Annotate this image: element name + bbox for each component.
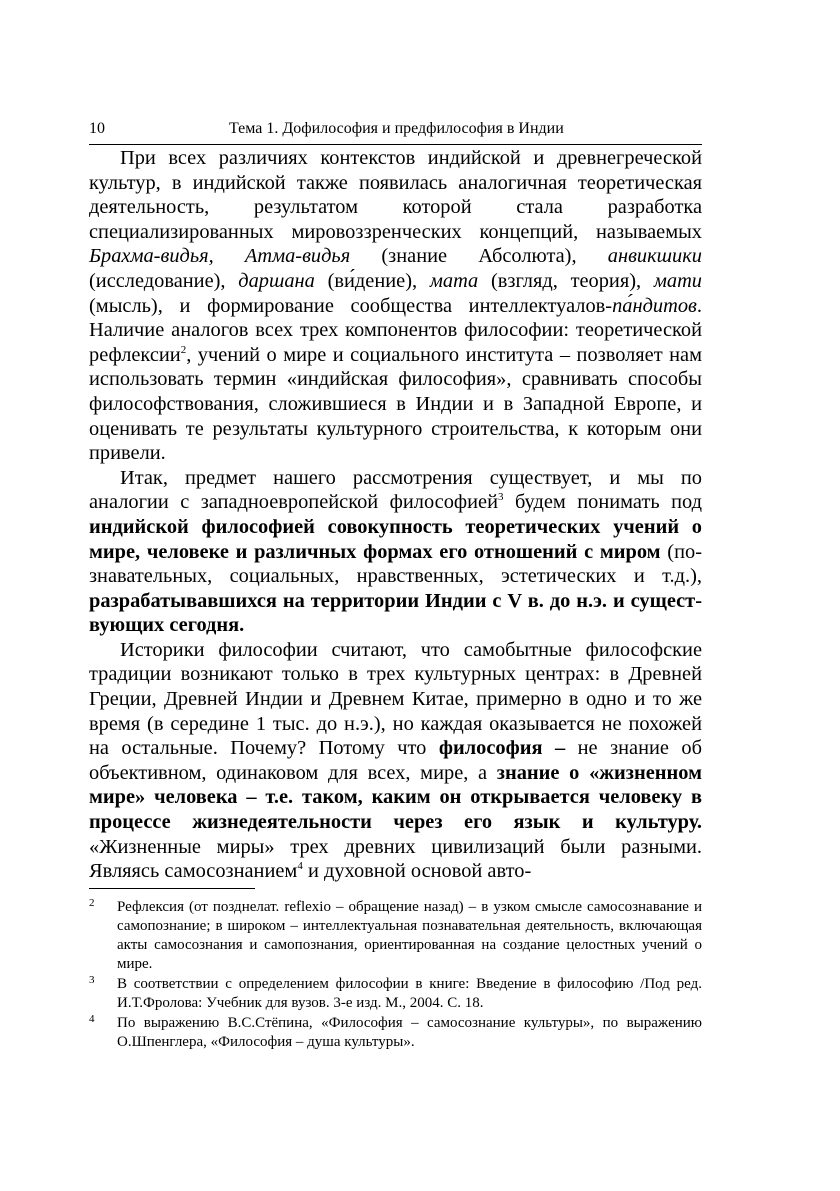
text-run: «Жизненные миры» трех древних цивилизаций были разными. Являясь самосознанием bbox=[89, 835, 702, 883]
text-run: (познавательных, социальных, нравственных, эстетических и т.д.), bbox=[89, 540, 702, 588]
paragraph bbox=[89, 466, 702, 638]
footnote bbox=[89, 898, 702, 974]
text-run: . Наличие аналогов всех трех компонентов философии: теоретической рефлексии bbox=[89, 294, 702, 366]
italic-term: даршана bbox=[238, 269, 315, 292]
text-run: (исследование), bbox=[89, 269, 239, 292]
page-number: 10 bbox=[89, 120, 105, 137]
text-run: (ви́дение), bbox=[314, 269, 430, 292]
text-run: Историки философии считают, что самобытные философские традиции возникают только в трех культурных центрах: в Древней Греции, Древней Индии и Древнем Китае, примерно в одно и то же время (в середине 1 тыс. до н.э.), но каждая оказывается не похожей на остальные. Почему? Потому что bbox=[89, 638, 702, 760]
main-text bbox=[89, 146, 702, 884]
paragraph bbox=[89, 638, 702, 884]
bold-emphasis: знание о «жизненном мире» человека – т.е. таком, каким он открывается человеку в процессе жизнедеятельности через его язык и культуру. bbox=[89, 761, 702, 834]
italic-term: мата bbox=[429, 269, 479, 292]
footnote bbox=[89, 1014, 702, 1052]
footnote-marker: 3 bbox=[498, 491, 504, 504]
italic-term: мати bbox=[653, 269, 702, 292]
footnote-number: 3 bbox=[89, 974, 95, 986]
footnote-text: По выражению В.С.Стёпина, «Философия – самосознание культуры», по выражению О.Шпенглера, «Философия – душа культуры». bbox=[117, 1015, 702, 1050]
footnote-number: 4 bbox=[89, 1013, 95, 1025]
footnote-text: Рефлексия (от позднелат. reflexio – обращение назад) – в узком смысле самосознавание и самопознание; в широком – интеллектуальная познавательная деятельность, включающая акты самосознания и самопознания, ориентированная на создание целостных учений о мире. bbox=[117, 899, 702, 972]
text-run: При всех различиях контекстов индийской и древнегреческой культур, в индийской также появилась аналогичная теоретическая деятельность, результатом которой стала разработка специализированных мировоззренческих концепций, называемых bbox=[89, 147, 702, 243]
bold-emphasis: философия – bbox=[438, 737, 566, 760]
footnote-marker: 4 bbox=[297, 860, 303, 873]
footnotes bbox=[89, 898, 702, 1053]
text-run: , учений о мире и социального института – позволяет нам использовать термин «индийская философия», сравнивать способы философствования, сложившиеся в Индии и в Западной Европе, и оценивать те результаты культурного строительства, к которым они привели. bbox=[89, 343, 702, 465]
bold-emphasis: индийской философией совокупность теоретических учений о мире, человеке и различных формах его отношений с миром bbox=[89, 515, 702, 563]
bold-emphasis: разрабатывавшихся на территории Индии с V в. до н.э. и существующих сегодня. bbox=[89, 589, 702, 637]
text-run: Итак, предмет нашего рассмотрения существует, и мы по аналогии с западноевропейской философией bbox=[89, 466, 702, 514]
text-run: (взгляд, теория), bbox=[478, 269, 654, 292]
footnote-number: 2 bbox=[89, 897, 95, 909]
footnote bbox=[89, 975, 702, 1013]
text-run: и духовной основой авто- bbox=[302, 860, 532, 883]
italic-term: анвикшики bbox=[607, 245, 702, 268]
footnote-text: В соответствии с определением философии в книге: Введение в философию /Под ред. И.Т.Фролова: Учебник для вузов. 3-е изд. М., 2004. С. 18. bbox=[117, 976, 702, 1011]
italic-term: па́ндитов bbox=[612, 294, 697, 317]
footnote-separator bbox=[89, 888, 255, 889]
text-run: (мысль), и формирование сообщества интеллектуалов- bbox=[89, 294, 613, 317]
running-title: Тема 1. Дофилософия и предфилософия в Индии bbox=[229, 120, 564, 137]
italic-term: Брахма-видья, Атма-видья bbox=[89, 245, 351, 268]
footnote-marker: 2 bbox=[180, 343, 187, 356]
paragraph bbox=[89, 146, 702, 466]
running-header bbox=[89, 120, 702, 145]
text-run: (знание Абсолюта), bbox=[350, 245, 608, 268]
text-run: будем понимать под bbox=[503, 491, 703, 514]
text-run: не знание об объективном, одинаковом для всех, мире, а bbox=[89, 737, 703, 784]
